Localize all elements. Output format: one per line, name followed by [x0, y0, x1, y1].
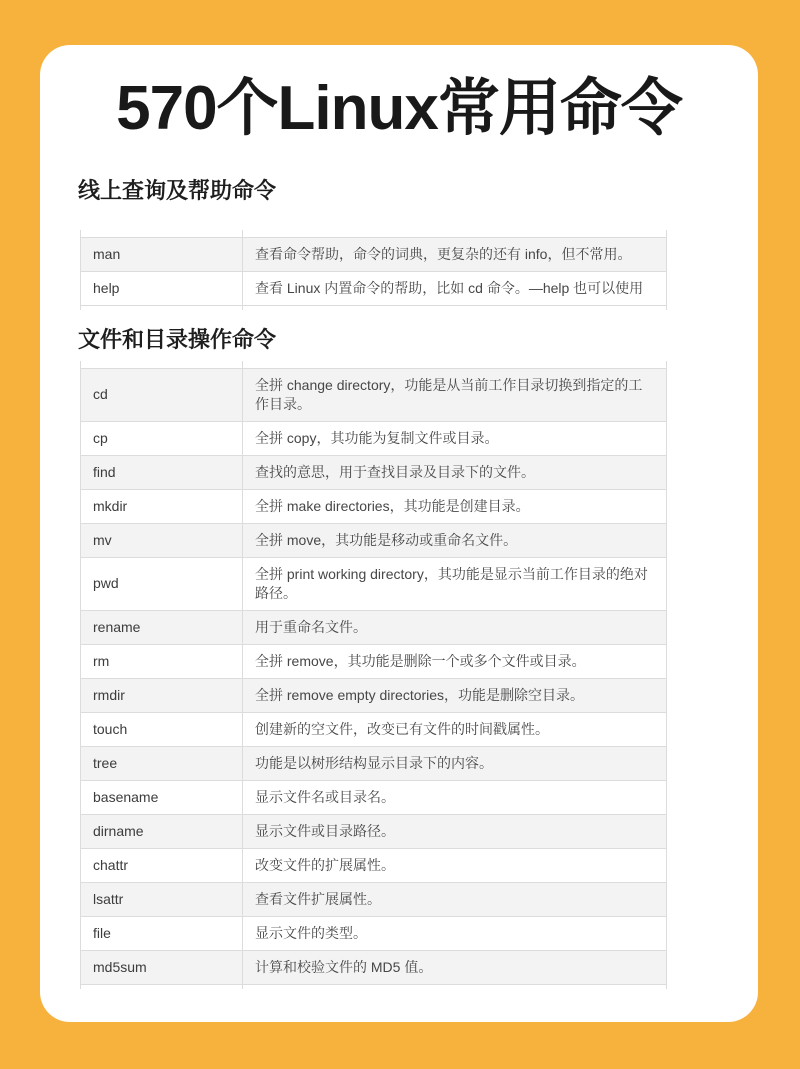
command-cell: file	[81, 917, 243, 950]
description-cell: 计算和校验文件的 MD5 值。	[255, 958, 433, 975]
command-cell: chattr	[81, 849, 243, 882]
table-row	[81, 272, 666, 306]
table-row	[81, 230, 666, 238]
content-card	[40, 45, 758, 1022]
table-row	[81, 611, 666, 645]
table-row	[81, 456, 666, 490]
description-cell: 全拼 make directories，其功能是创建目录。	[255, 497, 530, 514]
description-cell	[243, 306, 666, 310]
table-row	[81, 306, 666, 310]
command-cell	[81, 985, 243, 989]
table-row	[81, 422, 666, 456]
table-row	[81, 361, 666, 369]
command-cell: pwd	[81, 558, 243, 610]
description-cell: 全拼 change directory，功能是从当前工作目录切换到指定的工作目录。	[255, 376, 643, 412]
table-row	[81, 747, 666, 781]
description-cell	[243, 985, 666, 989]
description-cell: 查看文件扩展属性。	[255, 890, 381, 907]
description-cell: 功能是以树形结构显示目录下的内容。	[255, 754, 493, 771]
command-cell	[81, 230, 243, 237]
command-cell: touch	[81, 713, 243, 746]
command-cell: man	[81, 238, 243, 271]
table-row	[81, 645, 666, 679]
section-heading-online-help: 线上查询及帮助命令	[78, 178, 277, 204]
table-row	[81, 781, 666, 815]
command-cell	[81, 306, 243, 310]
table-row	[81, 815, 666, 849]
description-cell	[243, 230, 666, 237]
table-row	[81, 524, 666, 558]
command-cell: find	[81, 456, 243, 489]
table-row	[81, 849, 666, 883]
description-cell: 查看命令帮助，命令的词典，更复杂的还有 info，但不常用。	[255, 245, 632, 262]
command-cell: mkdir	[81, 490, 243, 523]
table-row	[81, 679, 666, 713]
command-cell: dirname	[81, 815, 243, 848]
command-cell: rm	[81, 645, 243, 678]
command-cell: cd	[81, 369, 243, 421]
command-cell: mv	[81, 524, 243, 557]
description-cell: 创建新的空文件，改变已有文件的时间戳属性。	[255, 720, 549, 737]
table-row	[81, 917, 666, 951]
description-cell: 显示文件的类型。	[255, 924, 367, 941]
table-row	[81, 490, 666, 524]
commands-table-online-help	[80, 230, 667, 310]
table-row	[81, 951, 666, 985]
description-cell: 查看 Linux 内置命令的帮助，比如 cd 命令。—help 也可以使用	[255, 279, 644, 296]
description-cell: 查找的意思，用于查找目录及目录下的文件。	[255, 463, 535, 480]
description-cell: 全拼 copy，其功能为复制文件或目录。	[255, 429, 499, 446]
description-cell: 显示文件或目录路径。	[255, 822, 395, 839]
description-cell: 全拼 remove，其功能是删除一个或多个文件或目录。	[255, 652, 586, 669]
command-cell: basename	[81, 781, 243, 814]
description-cell: 全拼 remove empty directories，功能是删除空目录。	[255, 686, 585, 703]
description-cell: 显示文件名或目录名。	[255, 788, 395, 805]
page-title: 570个Linux常用命令	[116, 74, 682, 143]
command-cell: help	[81, 272, 243, 305]
table-row	[81, 883, 666, 917]
table-row	[81, 985, 666, 989]
description-cell: 改变文件的扩展属性。	[255, 856, 395, 873]
command-cell: rename	[81, 611, 243, 644]
description-cell: 用于重命名文件。	[255, 618, 367, 635]
table-row	[81, 713, 666, 747]
description-cell: 全拼 print working directory，其功能是显示当前工作目录的绝对路径。	[255, 565, 648, 601]
command-cell: lsattr	[81, 883, 243, 916]
table-row	[81, 238, 666, 272]
command-cell	[81, 361, 243, 368]
commands-table-file-directory	[80, 361, 667, 989]
table-row	[81, 558, 666, 611]
section-heading-file-directory: 文件和目录操作命令	[78, 326, 277, 352]
description-cell	[243, 361, 666, 368]
description-cell: 全拼 move，其功能是移动或重命名文件。	[255, 531, 518, 548]
command-cell: cp	[81, 422, 243, 455]
command-cell: rmdir	[81, 679, 243, 712]
command-cell: md5sum	[81, 951, 243, 984]
command-cell: tree	[81, 747, 243, 780]
table-row	[81, 369, 666, 422]
